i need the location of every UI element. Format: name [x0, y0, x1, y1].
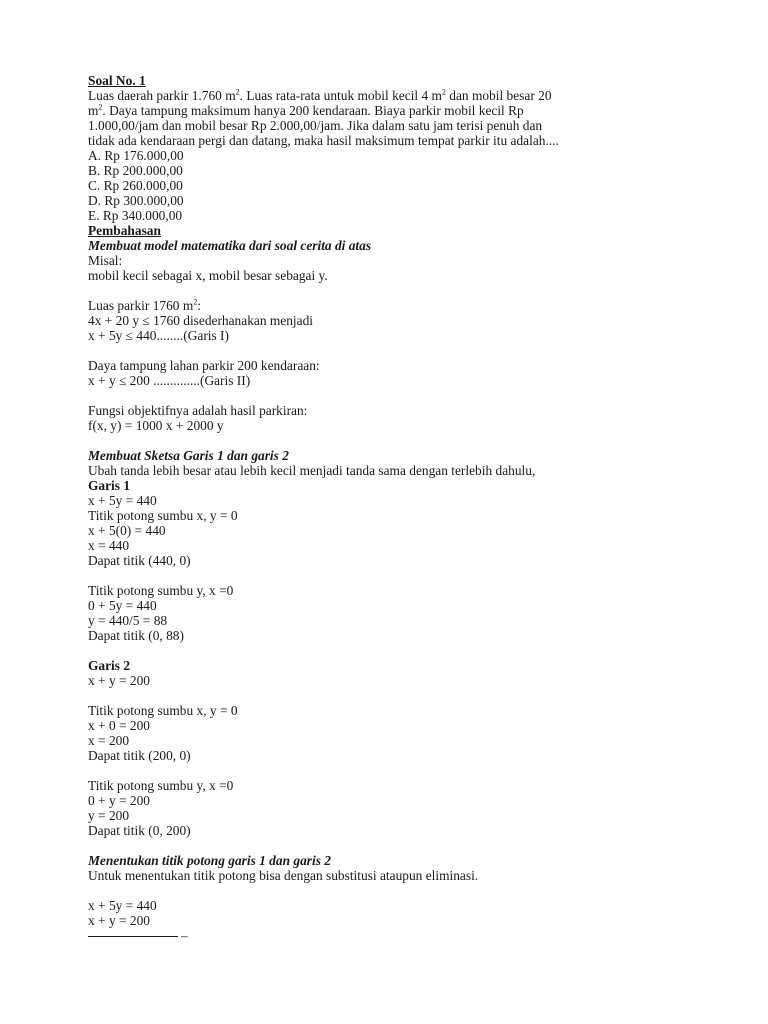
spacer — [88, 838, 628, 853]
option-e: E. Rp 340.000,00 — [88, 208, 183, 223]
subheading-garis-2: Garis 2 — [88, 658, 131, 673]
horizontal-rule — [88, 936, 178, 937]
spacer — [88, 883, 628, 898]
minus-sign: – — [181, 928, 188, 943]
problem-title: Soal No. 1 — [88, 73, 146, 88]
text-line: Ubah tanda lebih besar atau lebih kecil menjadi tanda sama dengan terlebih dahulu, — [88, 463, 536, 478]
text-line: Misal: — [88, 253, 123, 268]
option-b: B. Rp 200.000,00 — [88, 163, 183, 178]
equation-line: Dapat titik (440, 0) — [88, 553, 191, 568]
spacer — [88, 433, 628, 448]
option-c: C. Rp 260.000,00 — [88, 178, 183, 193]
equation-line: y = 200 — [88, 808, 130, 823]
text-line: Luas parkir 1760 $m^2$: — [88, 297, 201, 313]
inequality-line: 4x + 20 y ≤ 1760 disederhanakan menjadi — [88, 313, 314, 328]
equation-line: 0 + 5y = 440 — [88, 598, 157, 613]
spacer — [88, 568, 628, 583]
spacer — [88, 643, 628, 658]
option-a: A. Rp 176.000,00 — [88, 148, 184, 163]
spacer — [88, 388, 628, 403]
subtraction-line — [88, 928, 628, 943]
spacer — [88, 343, 628, 358]
equation-line: x + y = 200 — [88, 673, 150, 688]
equation-line: Dapat titik (0, 88) — [88, 628, 184, 643]
equation-line: x + 5y = 440 — [88, 493, 157, 508]
section-heading: Membuat Sketsa Garis 1 dan garis 2 — [88, 448, 289, 463]
document-content — [88, 73, 628, 943]
inequality-line: x + y ≤ 200 ..............(Garis II) — [88, 373, 251, 388]
equation-line: x + 5(0) = 440 — [88, 523, 166, 538]
spacer — [88, 763, 628, 778]
spacer — [88, 283, 628, 298]
text-line: Daya tampung lahan parkir 200 kendaraan: — [88, 358, 320, 373]
problem-text-line: $m^2$. Daya tampung maksimum hanya 200 kendaraan. Biaya parkir mobil kecil Rp — [88, 102, 524, 118]
section-heading: Membuat model matematika dari soal cerita di atas — [88, 238, 372, 253]
equation-line: x + 5y = 440 — [88, 898, 157, 913]
problem-text-line: 1.000,00/jam dan mobil besar Rp 2.000,00/jam. Jika dalam satu jam terisi penuh dan — [88, 118, 543, 133]
objective-function: f(x, y) = 1000 x + 2000 y — [88, 418, 224, 433]
equation-line: x = 440 — [88, 538, 130, 553]
spacer — [88, 688, 628, 703]
equation-line: y = 440/5 = 88 — [88, 613, 168, 628]
option-d: D. Rp 300.000,00 — [88, 193, 184, 208]
problem-text-line: tidak ada kendaraan pergi dan datang, maka hasil maksimum tempat parkir itu adalah.... — [88, 133, 559, 148]
solution-title: Pembahasan — [88, 223, 161, 238]
equation-line: Titik potong sumbu x, y = 0 — [88, 508, 238, 523]
equation-line: 0 + y = 200 — [88, 793, 150, 808]
subheading-garis-1: Garis 1 — [88, 478, 131, 493]
inequality-line: x + 5y ≤ 440........(Garis I) — [88, 328, 229, 343]
text-line: Fungsi objektifnya adalah hasil parkiran: — [88, 403, 308, 418]
text-line: Untuk menentukan titik potong bisa dengan substitusi ataupun eliminasi. — [88, 868, 479, 883]
equation-line: Dapat titik (0, 200) — [88, 823, 191, 838]
problem-text-line: Luas daerah parkir 1.760 $m^2$. Luas rata-rata untuk mobil kecil 4 $m^2$ dan mobil besar 20 — [88, 87, 552, 103]
equation-line: Titik potong sumbu y, x =0 — [88, 583, 234, 598]
equation-line: Titik potong sumbu x, y = 0 — [88, 703, 238, 718]
equation-line: x = 200 — [88, 733, 130, 748]
equation-line: x + 0 = 200 — [88, 718, 150, 733]
equation-line: Titik potong sumbu y, x =0 — [88, 778, 234, 793]
text-line: mobil kecil sebagai x, mobil besar sebagai y. — [88, 268, 328, 283]
section-heading: Menentukan titik potong garis 1 dan garis 2 — [88, 853, 331, 868]
equation-line: x + y = 200 — [88, 913, 150, 928]
equation-line: Dapat titik (200, 0) — [88, 748, 191, 763]
